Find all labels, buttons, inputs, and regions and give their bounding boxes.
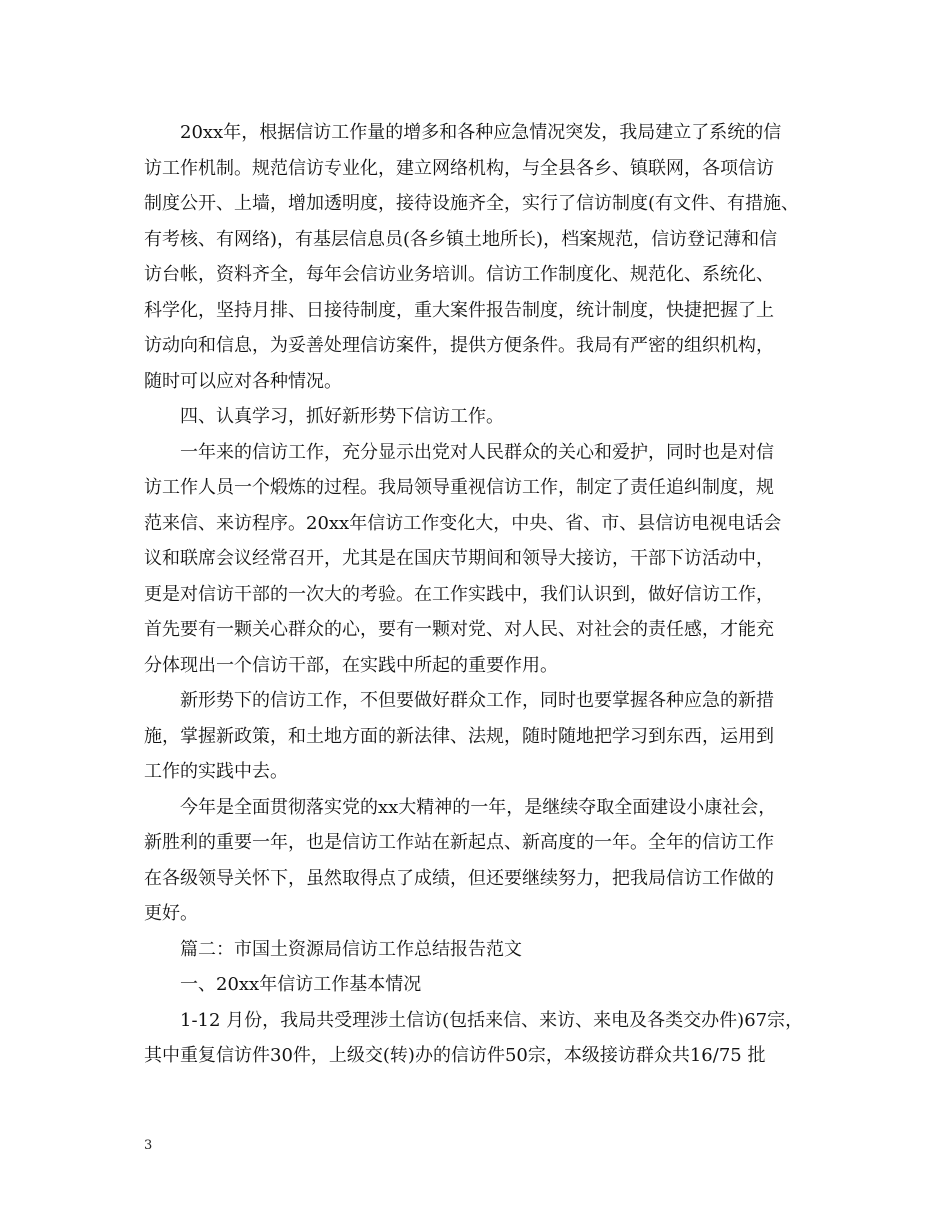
text-line: 施，掌握新政策，和土地方面的新法律、法规，随时随地把学习到东西，运用到 — [144, 725, 774, 747]
text-line: 访工作人员一个煅炼的过程。我局领导重视信访工作，制定了责任追纠制度，规 — [144, 477, 774, 498]
text-line: 20xx年，根据信访工作量的增多和各种应急情况突发，我局建立了系统的信 — [180, 122, 782, 143]
section-heading: 四、认真学习，抓好新形势下信访工作。 — [180, 406, 504, 427]
text-line: 范来信、来访程序。20xx年信访工作变化大，中央、省、市、县信访电视电话会 — [144, 512, 782, 534]
text-line: 有考核、有网络)，有基层信息员(各乡镇土地所长)，档案规范，信访登记薄和信 — [144, 228, 778, 250]
text-line: 制度公开、上墙，增加透明度，接待设施齐全，实行了信访制度(有文件、有措施、 — [144, 193, 800, 214]
section-heading: 一、20xx年信访工作基本情况 — [180, 974, 422, 995]
text-line: 分体现出一个信访干部，在实践中所起的重要作用。 — [144, 654, 558, 676]
text-line: 更是对信访干部的一次大的考验。在工作实践中，我们认识到，做好信访工作， — [144, 583, 774, 605]
text-line: 1-12 月份，我局共受理涉土信访(包括来信、来访、来电及各类交办件)67宗， — [180, 1009, 804, 1031]
text-line: 首先要有一颗关心群众的心，要有一颗对党、对人民、对社会的责任感，才能充 — [144, 619, 774, 640]
text-line: 一年来的信访工作，充分显示出党对人民群众的关心和爱护，同时也是对信 — [180, 441, 774, 463]
text-line: 在各级领导关怀下，虽然取得点了成绩，但还要继续努力，把我局信访工作做的 — [144, 867, 774, 889]
text-line: 议和联席会议经常召开，尤其是在国庆节期间和领导大接访，干部下访活动中， — [144, 548, 774, 569]
text-line: 访工作机制。规范信访专业化，建立网络机构，与全县各乡、镇联网，各项信访 — [144, 157, 774, 179]
document-body — [144, 115, 804, 1074]
text-line: 随时可以应对各种情况。 — [144, 370, 342, 392]
text-line: 工作的实践中去。 — [144, 761, 288, 782]
text-line: 访动向和信息，为妥善处理信访案件，提供方便条件。我局有严密的组织机构， — [144, 335, 774, 356]
text-line: 今年是全面贯彻落实党的xx大精神的一年，是继续夺取全面建设小康社会， — [180, 796, 777, 818]
text-line: 其中重复信访件30件，上级交(转)办的信访件50宗，本级接访群众共16/75 批 — [144, 1045, 766, 1066]
text-line: 科学化，坚持月排、日接待制度，重大案件报告制度，统计制度，快捷把握了上 — [144, 299, 774, 321]
text-line: 新胜利的重要一年，也是信访工作站在新起点、新高度的一年。全年的信访工作 — [144, 832, 774, 853]
text-line: 更好。 — [144, 903, 198, 924]
text-line: 访台帐，资料齐全，每年会信访业务培训。信访工作制度化、规范化、系统化、 — [144, 264, 774, 285]
page-number: 3 — [144, 1138, 153, 1153]
chapter-heading: 篇二：市国土资源局信访工作总结报告范文 — [180, 938, 522, 960]
text-line: 新形势下的信访工作，不但要做好群众工作，同时也要掌握各种应急的新措 — [180, 690, 774, 711]
